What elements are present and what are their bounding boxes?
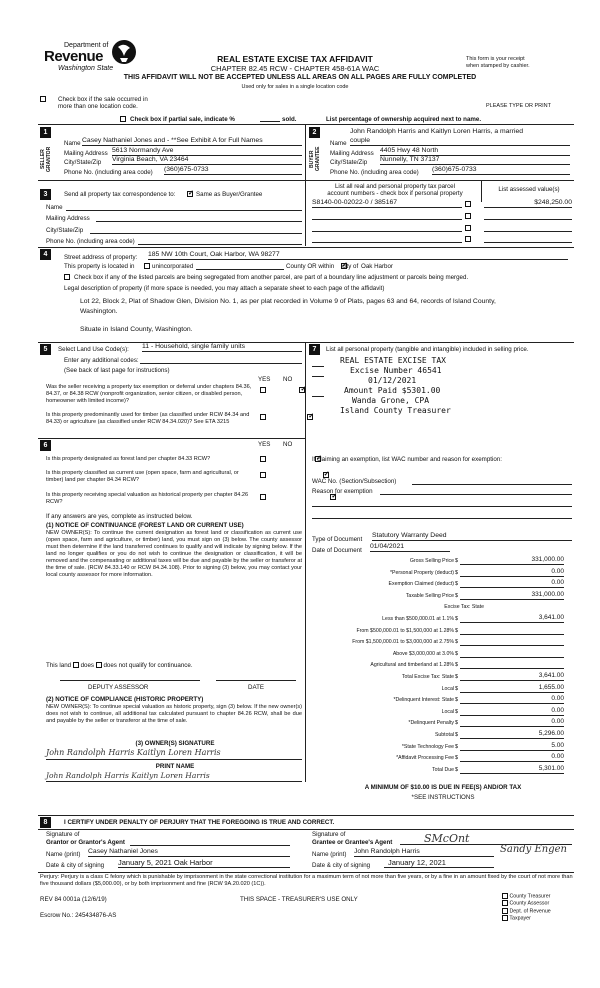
grantor-name-field[interactable]: Casey Nathaniel Jones [88, 848, 290, 857]
does-not-label: does not qualify for continuance. [103, 662, 193, 669]
section-3-number: 3 [40, 189, 51, 200]
tax-row-label: Less than $500,000.01 at 1.1% [382, 616, 454, 622]
assessed-value-field[interactable]: $248,250.00 [484, 199, 572, 208]
does-not-qualify-checkbox[interactable] [96, 662, 102, 668]
multi-location-label-2: more than one location code. [58, 103, 138, 110]
s6-no-header: NO [283, 441, 293, 448]
s6-question-3: Is this property receiving special valuation as historical property per chapter 84.26 RCW? [46, 492, 249, 505]
print-name-title: PRINT NAME [155, 763, 195, 770]
s6-q3-no-checkbox[interactable] [330, 494, 336, 500]
seller-name-label: Name [64, 140, 81, 147]
reason-field-2[interactable] [312, 506, 572, 507]
seller-name-field[interactable]: Casey Nathaniel Jones and - **See Exhibit A for Full Names [82, 137, 302, 146]
assessed-2-field[interactable] [484, 219, 572, 220]
parcel-4-checkbox[interactable] [465, 236, 471, 242]
wac-label: WAC No. (Section/Subsection) [312, 478, 397, 485]
stamp-line-6: Island County Treasurer [340, 406, 451, 415]
doc-type-field[interactable]: Statutory Warranty Deed [372, 532, 572, 541]
unincorporated-label: unincorporated [152, 263, 194, 270]
seller-addr-field[interactable]: 5613 Normandy Ave [112, 147, 302, 156]
tax-row-amount[interactable] [460, 626, 564, 635]
buyer-phone-label: Phone No. (including area code) [330, 169, 419, 176]
grantor-signature-field[interactable] [130, 845, 290, 846]
s6-question-2: Is this property classified as current use (open space, farm and agricultural, or timber) land per chapter 84.34 RCW? [46, 470, 239, 483]
grantor-name-label: Name (print) [46, 851, 81, 858]
s3-city-label: City/State/Zip [46, 227, 84, 234]
grantee-signature-field[interactable]: SMcOnt [400, 832, 572, 845]
wac-field[interactable] [412, 484, 572, 485]
dept-line2: Revenue [44, 48, 104, 65]
buyer-city-field[interactable]: Nunnelly, TN 37137 [380, 156, 570, 165]
assessed-header: List assessed value(s) [498, 186, 560, 193]
legal-description-line1: Lot 22, Block 2, Plat of Shadow Glen, Division No. 1, as per plat recorded in Volume 9 of Plats, pages 63 and 64, records of Island County, [80, 298, 496, 305]
parcel-3-checkbox[interactable] [465, 225, 471, 231]
additional-codes-label: Enter any additional codes: [64, 357, 139, 364]
dept-line3: Washington State [58, 65, 114, 72]
tax-row [312, 672, 574, 683]
s5-yes-header: YES [258, 376, 271, 383]
parcel-1-checkbox[interactable] [465, 201, 471, 207]
personal-property-label: List all personal property (tangible and intangible) included in selling price. [326, 346, 529, 353]
s5-question-1: Was the seller receiving a property tax exemption or deferral under chapters 84.36, 84.37, or 84.38 RCW (nonprofit organization, senior citizen, or disabled person, homeowner with limited income)? [46, 384, 252, 404]
dollar-sign: $ [455, 662, 459, 669]
land-use-label: Select Land Use Code(s): [58, 346, 129, 353]
dollar-sign: $ [455, 650, 459, 657]
tax-row-label: Agricultural and timberland at 1.28% [370, 662, 454, 669]
does-qualify-checkbox[interactable] [73, 662, 79, 668]
seller-addr-label: Mailing Address [64, 150, 108, 157]
grantor-sig-label-2: Grantor or Grantor's Agent [46, 839, 125, 846]
section-5-number: 5 [40, 344, 51, 355]
dollar-sign: $ [455, 592, 459, 599]
tax-row-label: *Affidavit Processing Fee [396, 755, 454, 762]
assessed-4-field[interactable] [484, 242, 572, 243]
s5-q1-no-checkbox[interactable] [299, 387, 305, 393]
tax-row-amount[interactable]: 0.00 [460, 579, 564, 588]
land-qualify-label: This land [46, 662, 72, 669]
dollar-sign: $ [455, 685, 459, 692]
s6-if-yes-note: If any answers are yes, complete as instructed below. [46, 513, 193, 520]
segregated-label: Check box if any of the listed parcels are being segregated from another parcel, are part of a boundary line adjustment or parcels being merged. [74, 274, 469, 281]
section-2-number: 2 [309, 127, 320, 138]
s6-q3-yes-checkbox[interactable] [260, 494, 266, 500]
copy-4: Taxpayer [502, 915, 551, 922]
exemption-label: If claiming an exemption, list WAC number and reason for exemption: [312, 456, 502, 463]
doc-type-label: Type of Document [312, 536, 363, 543]
deputy-assessor-signature[interactable] [60, 680, 200, 681]
tax-row [312, 614, 574, 625]
tax-row [312, 579, 574, 590]
buyer-name-line1[interactable]: John Randolph Harris and Kaitlyn Loren Harris, a married [350, 128, 524, 135]
tax-row-label: Exemption Claimed (deduct) [388, 581, 454, 588]
tax-row-label: Taxable Selling Price [405, 592, 454, 599]
tax-row-amount[interactable] [460, 637, 564, 646]
buyer-name-label: Name [330, 140, 347, 147]
s5-q2-yes-checkbox[interactable] [260, 414, 266, 420]
partial-percent-field[interactable] [260, 121, 280, 122]
reason-field-3[interactable] [312, 518, 572, 519]
parcel-2-field[interactable] [312, 219, 462, 220]
section-7-number: 7 [309, 344, 320, 355]
grantee-second-signature: Sandy Engen [500, 844, 567, 855]
notice-1-text: NEW OWNER(S): To continue the current designation as forest land or classification as current use (open space, farm and agriculture, or timber) land, you must sign on (3) below. The county assessor must then determine if the land transferred continues to qualify and will indicate by signing below. If the land no longer qualifies or you do not wish to continue the designation or classification, it will be removed and the compensating or additional taxes will be due and payable by the seller or transferor at the time of sale. (RCW 84.33.140 or RCW 84.34.108). Prior to signing (3) below, you may contact your local county assessor for more information. [46, 530, 302, 578]
multi-location-checkbox[interactable] [40, 96, 46, 102]
copies-list [502, 893, 551, 923]
parcel-2-checkbox[interactable] [465, 213, 471, 219]
tax-row-amount[interactable]: 331,000.00 [460, 556, 564, 565]
tax-row [312, 684, 574, 695]
buyer-city-label: City/State/Zip [330, 159, 368, 166]
tax-row-label: From $500,000.01 to $1,500,000 at 1.28% [356, 627, 454, 634]
tax-row [312, 568, 574, 579]
print-name-field[interactable]: John Randolph Harris Kaitlyn Loren Harris [46, 771, 302, 782]
dollar-sign: $ [455, 639, 459, 646]
reason-field[interactable] [380, 494, 572, 495]
county-or-label: County OR within [286, 263, 335, 270]
city-of-label: city of [342, 263, 359, 270]
partial-sale-label: Check box if partial sale, indicate % [130, 116, 235, 123]
street-address-label: Street address of property: [64, 254, 138, 261]
tax-row-amount[interactable] [460, 660, 564, 669]
tax-row [312, 649, 574, 660]
dollar-sign: $ [455, 732, 459, 738]
seller-phone-label: Phone No. (including area code) [64, 169, 153, 176]
partial-sold-label: sold. [282, 116, 297, 123]
does-label: does [80, 662, 94, 669]
dollar-sign: $ [455, 558, 459, 564]
tax-row [312, 742, 574, 753]
copy-3: Dept. of Revenue [502, 908, 551, 915]
seller-phone-field[interactable]: (360)675-0733 [164, 166, 302, 175]
tax-row-label: Local [441, 708, 454, 715]
s3-name-label: Name [46, 204, 63, 211]
tax-row [312, 753, 574, 764]
treasurer-space-label: THIS SPACE - TREASURER'S USE ONLY [240, 896, 358, 903]
s3-addr-label: Mailing Address [46, 215, 90, 222]
doc-date-field[interactable]: 01/04/2021 [370, 543, 450, 552]
tax-row-label: Subtotal [434, 732, 454, 738]
tax-row-amount[interactable]: 1,655.00 [460, 684, 564, 693]
s5-question-2: Is this property predominantly used for timber (as classified under RCW 84.34 and 84.33) or agriculture (as classified under RCW 84.34.020)? See ETA 3215 [46, 412, 250, 425]
tax-row-label: Above $3,000,000 at 3.0% [392, 650, 454, 657]
land-qualify-row [46, 662, 193, 669]
s5-q2-no-checkbox[interactable] [307, 414, 313, 420]
section-4-number: 4 [40, 249, 51, 260]
s6-q2-yes-checkbox[interactable] [260, 472, 266, 478]
s3-phone-label: Phone No. (including area code) [46, 238, 135, 245]
deputy-date-label: DATE [248, 684, 265, 691]
dollar-sign: $ [455, 581, 459, 588]
s6-question-1: Is this property designated as forest land per chapter 84.33 RCW? [46, 456, 211, 462]
perjury-statement: Perjury: Perjury is a class C felony which is punishable by imprisonment in the state correctional institution for a maximum term of not more than five years, or by a fine in an amount fixed by the court of not more than five thousand dollars ($5,000.00), or by both imprisonment and fine (RCW 9A.20.020 (1C)). [40, 874, 573, 887]
located-label: This property is located in [64, 263, 135, 270]
tax-row-label: Total Excise Tax: State [401, 674, 454, 680]
tax-row [312, 660, 574, 671]
reason-label: Reason for exemption [312, 488, 373, 495]
form-title: REAL ESTATE EXCISE TAX AFFIDAVIT [217, 54, 373, 64]
s3-name-field[interactable] [66, 210, 302, 211]
s3-phone-field[interactable] [138, 244, 302, 245]
tax-row-label: Local [441, 685, 454, 692]
dor-logo [44, 38, 144, 76]
minimum-fee-note: A MINIMUM OF $10.00 IS DUE IN FEE(S) AND/OR TAX [364, 784, 522, 791]
tax-row-amount[interactable]: 0.00 [460, 718, 564, 727]
s5-q1-yes-checkbox[interactable] [260, 387, 266, 393]
tax-row-label: From $1,500,000.01 to $3,000,000 at 2.75% [352, 639, 454, 646]
please-type: PLEASE TYPE OR PRINT [486, 103, 552, 109]
stamp-line-1: REAL ESTATE EXCISE TAX [340, 356, 446, 365]
dollar-sign: $ [455, 569, 459, 576]
tax-row-amount[interactable]: 0.00 [460, 753, 564, 762]
tax-row [312, 626, 574, 637]
owner-signature-field[interactable]: John Randolph Harris Kaitlyn Loren Harris [46, 748, 302, 760]
section-8-number: 8 [40, 817, 51, 828]
tax-row [312, 695, 574, 706]
county-field[interactable] [196, 269, 284, 270]
street-address-field[interactable]: 185 NW 10th Court, Oak Harbor, WA 98277 [148, 251, 568, 260]
legal-description-line3: Situate in Island County, Washington. [80, 326, 193, 333]
parcel-4-field[interactable] [312, 242, 462, 243]
tax-row [312, 602, 574, 613]
send-correspondence-label: Send all property tax correspondence to: [64, 191, 176, 198]
same-as-buyer-checkbox[interactable] [187, 191, 193, 197]
s3-addr-field[interactable] [96, 221, 302, 222]
receipt-note-1: This form is your receipt [466, 56, 525, 62]
tax-row [312, 637, 574, 648]
grantor-date-field[interactable]: January 5, 2021 Oak Harbor [118, 858, 290, 868]
owner-signature-title: (3) OWNER(S) SIGNATURE [135, 740, 215, 747]
multi-location-label-1: Check box if the sale occurred in [58, 96, 148, 103]
land-use-field[interactable]: 11 - Household, single family units [142, 343, 302, 352]
tax-row-label: *State Technology Fee [401, 743, 454, 750]
s6-yes-header: YES [258, 441, 271, 448]
assessed-3-field[interactable] [484, 231, 572, 232]
dollar-sign: $ [455, 708, 459, 715]
dollar-sign: $ [455, 766, 459, 773]
parcel-header-1: List all real and personal property tax parcel [334, 183, 456, 190]
parcel-number-field[interactable]: S8140-00-02022-0 / 385167 [312, 199, 462, 208]
form-revision: REV 84 0001a (12/6/19) [40, 896, 107, 903]
tax-row-label: Gross Selling Price [409, 558, 454, 564]
tax-row [312, 556, 574, 567]
stamp-line-4: Amount Paid $5301.00 [344, 386, 441, 395]
buyer-addr-label: Mailing Address [330, 150, 374, 157]
dollar-sign: $ [455, 743, 459, 750]
stamp-line-3: 01/12/2021 [368, 376, 417, 385]
tax-row [312, 730, 574, 741]
tax-row [312, 718, 574, 729]
form-subtitle: CHAPTER 82.45 RCW - CHAPTER 458-61A WAC [210, 64, 380, 73]
dollar-sign: $ [455, 720, 459, 727]
notice-2-text: NEW OWNER(S): To continue special valuation as historic property, sign (3) below. If the new owner(s) does not wish to continue, all additional tax calculated pursuant to chapter 84.26 RCW, shall be due and payable by the seller or transferor at the time of sale. [46, 704, 302, 724]
deputy-date-field[interactable] [216, 680, 296, 681]
notice-1-title: (1) NOTICE OF CONTINUANCE (FOREST LAND OR CURRENT USE) [46, 522, 244, 529]
single-location-note: Used only for sales in a single location code [241, 84, 349, 90]
see-back-label: (See back of last page for instructions) [64, 367, 170, 374]
section-1-number: 1 [40, 127, 51, 138]
buyer-side-label: BUYER GRANTEE [309, 146, 321, 172]
certify-statement: I CERTIFY UNDER PENALTY OF PERJURY THAT THE FOREGOING IS TRUE AND CORRECT. [64, 819, 335, 826]
tax-row-label: *Delinquent Penalty [408, 720, 454, 727]
tax-row-label: Total Due [432, 766, 454, 773]
personal-property-line-1[interactable] [312, 366, 324, 367]
s6-q1-yes-checkbox[interactable] [260, 456, 266, 462]
unincorporated-checkbox[interactable] [144, 263, 150, 269]
buyer-name-field[interactable]: couple [350, 137, 570, 146]
tax-row [312, 765, 574, 776]
s3-city-field[interactable] [90, 233, 302, 234]
copy-2: County Assessor [502, 900, 551, 907]
tax-row-label: Excise Tax: State [444, 604, 484, 611]
additional-codes-field[interactable] [140, 363, 302, 364]
buyer-addr-field[interactable]: 4405 Hwy 48 North [380, 147, 570, 156]
seller-city-label: City/State/Zip [64, 159, 102, 166]
seller-city-field[interactable]: Virginia Beach, VA 23464 [112, 156, 302, 165]
tax-row-amount[interactable]: 5.00 [460, 742, 564, 751]
grantee-name-label: Name (print) [312, 851, 347, 858]
tax-row [312, 591, 574, 602]
tax-row-amount[interactable]: 5,296.00 [460, 730, 564, 739]
buyer-phone-field[interactable]: (360)675-0733 [432, 166, 570, 175]
tax-row-amount[interactable]: 0.00 [460, 568, 564, 577]
stamp-line-5: Wanda Grone, CPA [352, 396, 430, 405]
s5-no-header: NO [283, 376, 293, 383]
tax-row-amount[interactable]: 3,641.00 [460, 672, 564, 681]
grantor-sig-label-1: Signature of [46, 831, 80, 838]
tax-row-amount[interactable]: 0.00 [460, 707, 564, 716]
legal-description-label: Legal description of property (if more space is needed, you may attach a separate sheet to each page of the affidavit) [64, 285, 385, 292]
excise-tax-stamp [330, 356, 490, 416]
grantee-sig-label-1: Signature of [312, 831, 346, 838]
dollar-sign: $ [455, 674, 459, 680]
partial-sale-checkbox[interactable] [120, 116, 126, 122]
dollar-sign: $ [455, 616, 459, 622]
dor-logo-icon [110, 38, 138, 66]
tax-row-amount[interactable]: 0.00 [460, 695, 564, 704]
tax-row-amount[interactable]: 3,641.00 [460, 614, 564, 623]
dollar-sign: $ [455, 697, 459, 704]
city-value[interactable]: Oak Harbor [361, 263, 393, 270]
stamp-line-2: Excise Number 46541 [350, 366, 442, 375]
segregated-checkbox[interactable] [64, 274, 70, 280]
parcel-header-2: account numbers - check box if personal property [327, 190, 463, 197]
receipt-note-2: when stamped by cashier. [466, 63, 530, 69]
grantor-date-label: Date & city of signing [46, 862, 105, 869]
grantee-name-field[interactable]: John Randolph Harris [354, 848, 494, 857]
ownership-label: List percentage of ownership acquired next to name. [326, 116, 482, 123]
tax-row-label: *Delinquent Interest: State [393, 697, 454, 704]
see-instructions-note: *SEE INSTRUCTIONS [411, 794, 475, 801]
grantee-date-field[interactable]: January 12, 2021 [384, 858, 494, 868]
dollar-sign: $ [455, 627, 459, 634]
copy-1: County Treasurer [502, 893, 551, 900]
doc-date-label: Date of Document [312, 547, 362, 554]
deputy-assessor-label: DEPUTY ASSESSOR [88, 684, 149, 691]
form-warning: THIS AFFIDAVIT WILL NOT BE ACCEPTED UNLESS ALL AREAS ON ALL PAGES ARE FULLY COMPLETED [123, 74, 477, 81]
escrow-number: Escrow No.: 245434876-AS [40, 912, 117, 919]
same-as-buyer-label: Same as Buyer/Grantee [196, 191, 263, 198]
parcel-3-field[interactable] [312, 231, 462, 232]
personal-property-line-2[interactable] [312, 376, 324, 377]
section-6-number: 6 [40, 440, 51, 451]
grantee-date-label: Date & city of signing [312, 862, 371, 869]
tax-row-label: *Personal Property (deduct) [389, 569, 454, 576]
tax-row-amount[interactable] [460, 649, 564, 658]
dollar-sign: $ [455, 755, 459, 762]
grantee-sig-label-2: Grantee or Grantee's Agent [312, 839, 393, 846]
tax-row [312, 707, 574, 718]
personal-property-line-3[interactable] [312, 396, 324, 397]
tax-row-amount[interactable]: 5,301.00 [460, 765, 564, 774]
tax-row-amount[interactable]: 331,000.00 [460, 591, 564, 600]
dept-line1: Department of [64, 42, 109, 49]
legal-description-line2: Washington. [80, 308, 118, 315]
seller-side-label: SELLER GRANTOR [40, 146, 52, 172]
notice-2-title: (2) NOTICE OF COMPLIANCE (HISTORIC PROPERTY) [46, 696, 204, 703]
